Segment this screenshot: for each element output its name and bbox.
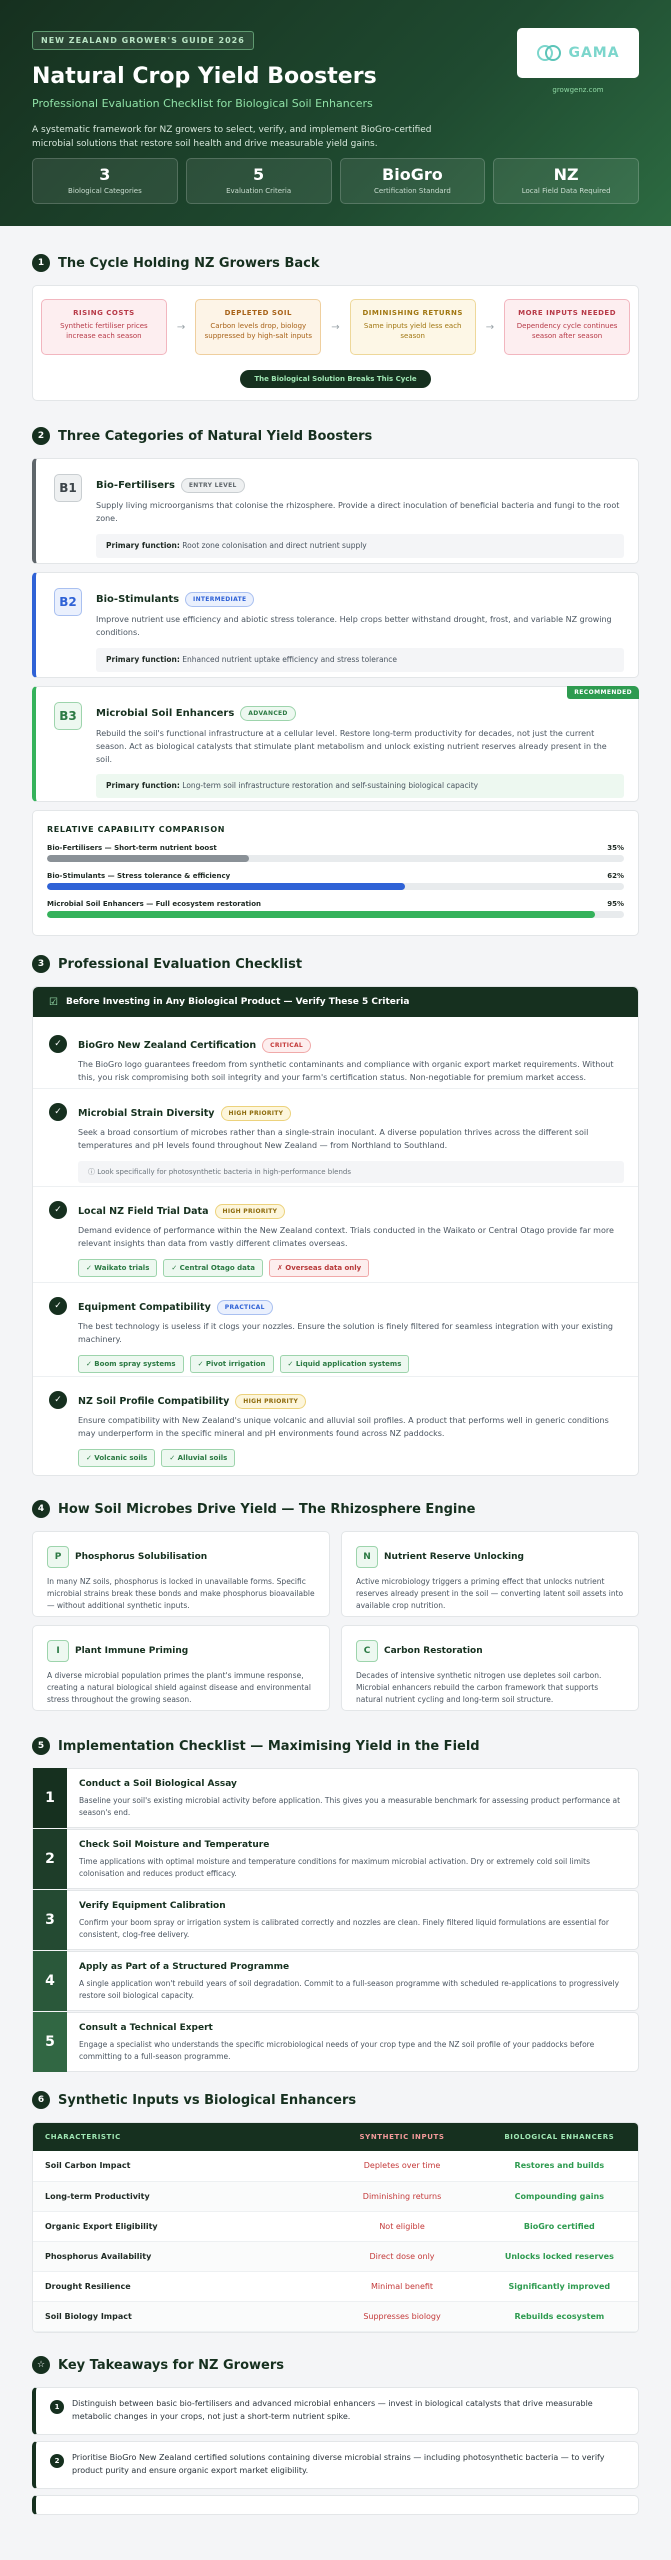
category-badge: B2 [54, 588, 82, 616]
checklist-item-desc: The BioGro logo guarantees freedom from synthetic contaminants and compliance with organic export market requirements. Without this, you risk compromising both soil integrity and your farm's certification status. Non-negotiable for premium market access. [78, 1060, 614, 1082]
table-row [33, 2301, 638, 2331]
category-card [32, 572, 639, 678]
implementation-step [32, 1768, 639, 1828]
bar-fill [47, 855, 249, 862]
implementation-step [32, 1951, 639, 2011]
section-mechanisms [32, 1499, 639, 1721]
implementation-step [32, 2012, 639, 2072]
hero-banner [0, 0, 671, 226]
logo-text: GAMA [568, 45, 620, 61]
table-cell: Long-term Productivity [33, 2181, 323, 2211]
criteria-chip: ✓ Volcanic soils [78, 1449, 155, 1467]
section-title: Key Takeaways for NZ Growers [58, 2357, 284, 2373]
mechanism-desc: In many NZ soils, phosphorus is locked in unavailable forms. Specific microbial strains break these bonds and make phosphorus bioavailable — without additional synthetic inputs. [47, 1577, 315, 1610]
stat-card [186, 158, 332, 204]
priority-tag: PRACTICAL [217, 1300, 273, 1315]
mechanism-card [341, 1625, 639, 1711]
star-icon: ☆ [32, 2356, 50, 2374]
mechanism-desc: Active microbiology triggers a priming effect that unlocks nutrient reserves already present in the soil — converting latent soil assets into available crop nutrition. [356, 1577, 624, 1610]
table-cell: Compounding gains [481, 2181, 638, 2211]
phosphorus-icon: P [47, 1546, 69, 1568]
cycle-step-title: RISING COSTS [73, 309, 135, 317]
guide-tag: NEW ZEALAND GROWER'S GUIDE 2026 [32, 31, 254, 50]
divider [33, 1088, 638, 1089]
checkbox-icon: ☑ [49, 996, 58, 1008]
stat-value: BioGro [382, 165, 443, 184]
takeaway-card-partial [32, 2495, 639, 2515]
nutrient-icon: N [356, 1546, 378, 1568]
priority-tag: HIGH PRIORITY [221, 1106, 292, 1121]
arrow-right-icon: → [331, 321, 340, 333]
criteria-chip: ✓ Pivot irrigation [190, 1355, 274, 1373]
step-number: 4 [33, 1951, 67, 2011]
page-title: Natural Crop Yield Boosters [32, 64, 377, 89]
cycle-card [32, 285, 639, 401]
takeaway-text: Prioritise BioGro New Zealand certified solutions containing diverse microbial strains — including photosynthetic bacteria — to verify product purity and ensure organic export market eligibility. [72, 2453, 605, 2475]
bar-value: 35% [607, 844, 624, 852]
function-label: Primary function: [106, 540, 180, 550]
checklist-item [33, 1295, 638, 1373]
arrow-right-icon: → [176, 321, 186, 333]
step-title: Consult a Technical Expert [79, 2023, 213, 2033]
step-title: Apply as Part of a Structured Programme [79, 1962, 290, 1972]
checklist-item-desc: Ensure compatibility with New Zealand's unique volcanic and alluvial soil profiles. A product that performs well in generic conditions may underperform in the specific mineral and pH environments found across NZ paddocks. [78, 1416, 609, 1438]
bar-label: Bio-Stimulants — Stress tolerance & efficiency [47, 872, 231, 880]
priority-tag: HIGH PRIORITY [235, 1394, 306, 1409]
section-number: 6 [32, 2091, 50, 2109]
bar-value: 62% [607, 872, 624, 880]
stat-value: 3 [99, 165, 111, 184]
category-function [96, 774, 624, 798]
cycle-step-desc: Same inputs yield less each season [363, 322, 462, 340]
cycle-step-title: DEPLETED SOIL [224, 309, 292, 317]
level-tag: ADVANCED [240, 706, 295, 721]
section-comparison-table [32, 2090, 639, 2333]
takeaway-card [32, 2441, 639, 2489]
mechanism-title: Plant Immune Priming [75, 1646, 189, 1656]
table-cell: Not eligible [323, 2211, 480, 2241]
section-number: 1 [32, 254, 50, 272]
comparison-bar [47, 844, 624, 862]
table-row [33, 2151, 638, 2181]
comparison-table-card [32, 2122, 639, 2333]
table-cell: Minimal benefit [323, 2271, 480, 2301]
section-title: Professional Evaluation Checklist [58, 956, 303, 972]
bar-value: 95% [607, 900, 624, 908]
criteria-chip: ✓ Waikato trials [78, 1259, 157, 1277]
cycle-step-title: DIMINISHING RETURNS [362, 309, 463, 317]
step-desc: Engage a specialist who understands the specific microbiological needs of your crop type and the NZ soil profile of your paddocks before committing to a full-season programme. [79, 2040, 595, 2061]
table-cell: BioGro certified [481, 2211, 638, 2241]
checklist-item-title: BioGro New Zealand Certification [78, 1040, 257, 1051]
section-takeaways [32, 2355, 639, 2555]
category-card-recommended [32, 686, 639, 802]
stat-value: NZ [553, 165, 579, 184]
divider [33, 1376, 638, 1377]
checklist-item [33, 1033, 638, 1085]
table-cell: Organic Export Eligibility [33, 2211, 323, 2241]
capability-comparison [32, 810, 639, 936]
stat-label: Evaluation Criteria [226, 187, 292, 195]
recommended-badge: RECOMMENDED [567, 686, 639, 699]
hero-description: A systematic framework for NZ growers to select, verify, and implement BioGro-certified microbial solutions that restore soil health and drive measurable yield gains. [32, 125, 432, 149]
cycle-step-desc: Carbon levels drop, biology suppressed by high-salt inputs [204, 322, 312, 340]
checklist-item-title: Equipment Compatibility [78, 1302, 211, 1313]
table-header: CHARACTERISTIC [33, 2123, 323, 2151]
step-title: Conduct a Soil Biological Assay [79, 1779, 237, 1789]
table-cell: Significantly improved [481, 2271, 638, 2301]
table-row [33, 2241, 638, 2271]
mechanism-title: Phosphorus Solubilisation [75, 1552, 208, 1562]
takeaway-text: Distinguish between basic bio-fertilisers and advanced microbial enhancers — invest in biological catalysts that drive measurable metabolic changes in your crops, not just a short-term nutrient spike. [72, 2399, 593, 2421]
stat-label: Local Field Data Required [521, 187, 611, 195]
category-badge: B3 [54, 702, 82, 730]
stat-card [32, 158, 178, 204]
table-header: BIOLOGICAL ENHANCERS [481, 2123, 638, 2151]
step-number: 5 [33, 2012, 67, 2072]
table-row [33, 2181, 638, 2211]
section-title: Synthetic Inputs vs Biological Enhancers [58, 2092, 357, 2108]
table-cell: Phosphorus Availability [33, 2241, 323, 2271]
takeaway-number: 2 [50, 2454, 64, 2468]
category-card [32, 458, 639, 564]
implementation-step [32, 1890, 639, 1950]
comparison-bar [47, 872, 624, 890]
mechanism-card [341, 1531, 639, 1617]
checklist-item-title: Local NZ Field Trial Data [78, 1206, 209, 1217]
stat-label: Certification Standard [373, 187, 451, 195]
priority-tag: HIGH PRIORITY [215, 1204, 286, 1219]
comparison-bar [47, 900, 624, 918]
check-icon: ✓ [49, 1035, 67, 1053]
step-title: Check Soil Moisture and Temperature [79, 1840, 270, 1850]
section-title: Three Categories of Natural Yield Boosters [58, 428, 373, 444]
category-desc: Rebuild the soil's functional infrastructure at a cellular level. Restore long-term productivity for decades, not just the current season. Act as biological catalysts that stimulate plant metabolism and unlock existing nutrient reserves already present in the soil. [96, 729, 607, 764]
step-desc: Confirm your boom spray or irrigation system is calibrated correctly and nozzles are clean. Finely filtered liquid formulations are essential for consistent, clog-free delivery. [79, 1918, 609, 1939]
category-name: Bio-Fertilisers [96, 480, 175, 491]
category-name: Microbial Soil Enhancers [96, 708, 235, 719]
table-header: SYNTHETIC INPUTS [323, 2123, 480, 2151]
check-icon: ✓ [49, 1103, 67, 1121]
function-text: Enhanced nutrient uptake efficiency and stress tolerance [182, 654, 398, 664]
checklist-item [33, 1389, 638, 1467]
section-number: 2 [32, 427, 50, 445]
stat-label: Biological Categories [68, 187, 142, 195]
table-cell: Unlocks locked reserves [481, 2241, 638, 2271]
section-categories [32, 426, 639, 936]
table-cell: Depletes over time [323, 2151, 480, 2181]
step-title: Verify Equipment Calibration [79, 1901, 226, 1911]
criteria-chip: ✓ Liquid application systems [280, 1355, 410, 1373]
mechanism-card [32, 1625, 330, 1711]
check-icon: ✓ [49, 1201, 67, 1219]
implementation-step [32, 1829, 639, 1889]
table-cell: Direct dose only [323, 2241, 480, 2271]
checklist-item-desc: Seek a broad consortium of microbes rather than a single-strain inoculant. A diverse population thrives across the different soil temperatures and pH levels found throughout New Zealand — from Northland to Southland. [78, 1128, 589, 1150]
section-number: 4 [32, 1500, 50, 1518]
table-cell: Drought Resilience [33, 2271, 323, 2301]
section-checklist [32, 954, 639, 1462]
checklist-item-desc: The best technology is useless if it clogs your nozzles. Ensure the solution is finely filtered for seamless integration with your existing machinery. [78, 1322, 614, 1344]
check-icon: ✓ [49, 1391, 67, 1409]
step-number: 3 [33, 1890, 67, 1950]
step-desc: Baseline your soil's existing microbial activity before application. This gives you a measurable benchmark for assessing product performance at season's end. [79, 1796, 621, 1817]
mechanism-card [32, 1531, 330, 1617]
function-text: Root zone colonisation and direct nutrient supply [182, 540, 367, 550]
mechanism-desc: A diverse microbial population primes the plant's immune response, creating a natural biological shield against disease and environmental stress throughout the growing season. [47, 1671, 311, 1704]
stat-card [493, 158, 639, 204]
comparison-table [33, 2123, 638, 2332]
takeaway-number: 1 [50, 2400, 64, 2414]
check-icon: ✓ [49, 1297, 67, 1315]
table-cell: Soil Biology Impact [33, 2301, 323, 2331]
step-number: 1 [33, 1768, 67, 1828]
checklist-header-text: Before Investing in Any Biological Product — Verify These 5 Criteria [65, 997, 410, 1007]
category-desc: Supply living microorganisms that colonise the rhizosphere. Provide a direct inoculation of beneficial bacteria and fungi to the root zone. [96, 501, 620, 523]
cycle-step [41, 299, 167, 355]
immune-icon: I [47, 1640, 69, 1662]
section-title: Implementation Checklist — Maximising Yield in the Field [58, 1738, 480, 1754]
cycle-step-title: MORE INPUTS NEEDED [518, 309, 617, 317]
checklist-card [32, 986, 639, 1476]
function-label: Primary function: [106, 781, 180, 791]
section-cycle [32, 253, 639, 401]
section-number: 3 [32, 955, 50, 973]
table-row [33, 2211, 638, 2241]
logo-url[interactable]: growgenz.com [552, 86, 604, 94]
criteria-chip: ✓ Boom spray systems [78, 1355, 184, 1373]
mechanism-desc: Decades of intensive synthetic nitrogen use depletes soil carbon. Microbial enhancers rebuild the carbon framework that supports natural nutrient cycling and long-term soil structure. [356, 1671, 602, 1704]
stats-row [32, 158, 639, 204]
function-label: Primary function: [106, 654, 180, 664]
mechanism-title: Carbon Restoration [384, 1646, 483, 1656]
cycle-step [350, 299, 476, 355]
priority-tag: CRITICAL [262, 1038, 311, 1053]
cycle-step [195, 299, 321, 355]
checklist-note [78, 1161, 624, 1183]
table-cell: Rebuilds ecosystem [481, 2301, 638, 2331]
checklist-item-title: Microbial Strain Diversity [78, 1108, 215, 1119]
table-cell: Suppresses biology [323, 2301, 480, 2331]
arrow-right-icon: → [485, 321, 495, 333]
category-function [96, 534, 624, 558]
checklist-item-desc: Demand evidence of performance within the New Zealand context. Trials conducted in the Waikato or Central Otago provide far more relevant insights than data from vastly different climates overseas. [78, 1226, 614, 1248]
step-number: 2 [33, 1829, 67, 1889]
section-implementation [32, 1736, 639, 2072]
table-cell: Soil Carbon Impact [33, 2151, 323, 2181]
table-cell: Restores and builds [481, 2151, 638, 2181]
mechanism-title: Nutrient Reserve Unlocking [384, 1552, 524, 1562]
leaf-logo-icon [536, 40, 562, 66]
level-tag: ENTRY LEVEL [181, 478, 245, 493]
cycle-step [504, 299, 630, 355]
step-desc: A single application won't rebuild years of soil degradation. Commit to a full-season programme with scheduled re-applications to progressively restore soil biological capacity. [79, 1979, 620, 2000]
bar-fill [47, 911, 595, 918]
criteria-chip: ✓ Central Otago data [163, 1259, 263, 1277]
function-text: Long-term soil infrastructure restoration and self-sustaining biological capacity [182, 781, 479, 791]
section-title: The Cycle Holding NZ Growers Back [58, 255, 320, 271]
checklist-item [33, 1199, 638, 1277]
takeaway-card [32, 2387, 639, 2435]
checklist-header [33, 987, 638, 1017]
bar-fill [47, 883, 405, 890]
page-subtitle: Professional Evaluation Checklist for Biological Soil Enhancers [32, 97, 373, 110]
bar-label: Bio-Fertilisers — Short-term nutrient boost [47, 844, 217, 852]
category-name: Bio-Stimulants [96, 594, 180, 605]
cycle-step-desc: Synthetic fertiliser prices increase each season [60, 322, 148, 340]
info-icon: ⓘ [88, 1167, 95, 1176]
brand-logo[interactable] [517, 28, 639, 78]
checklist-item [33, 1101, 638, 1183]
section-number: 5 [32, 1737, 50, 1755]
cycle-step-desc: Dependency cycle continues season after season [516, 322, 618, 340]
category-badge: B1 [54, 474, 82, 502]
checklist-item-title: NZ Soil Profile Compatibility [78, 1396, 230, 1407]
carbon-icon: C [356, 1640, 378, 1662]
category-function [96, 648, 624, 672]
category-desc: Improve nutrient use efficiency and abiotic stress tolerance. Help crops better withstand drought, frost, and variable NZ growing conditions. [96, 615, 612, 637]
step-desc: Time applications with optimal moisture and temperature conditions for maximum microbial activation. Dry or extremely cold soil limits colonisation and reduces product efficacy. [79, 1857, 590, 1878]
criteria-chip: ✓ Alluvial soils [161, 1449, 235, 1467]
comparison-title: RELATIVE CAPABILITY COMPARISON [47, 825, 226, 834]
stat-value: 5 [253, 165, 265, 184]
table-row [33, 2271, 638, 2301]
bar-label: Microbial Soil Enhancers — Full ecosystem restoration [47, 900, 261, 908]
table-cell: Diminishing returns [323, 2181, 480, 2211]
divider [33, 1186, 638, 1187]
note-text: Look specifically for photosynthetic bacteria in high-performance blends [97, 1167, 352, 1176]
stat-card [340, 158, 486, 204]
level-tag: INTERMEDIATE [185, 592, 254, 607]
cycle-break-pill: The Biological Solution Breaks This Cycle [240, 370, 430, 388]
criteria-chip: ✗ Overseas data only [269, 1259, 369, 1277]
section-title: How Soil Microbes Drive Yield — The Rhizosphere Engine [58, 1501, 476, 1517]
divider [33, 1282, 638, 1283]
